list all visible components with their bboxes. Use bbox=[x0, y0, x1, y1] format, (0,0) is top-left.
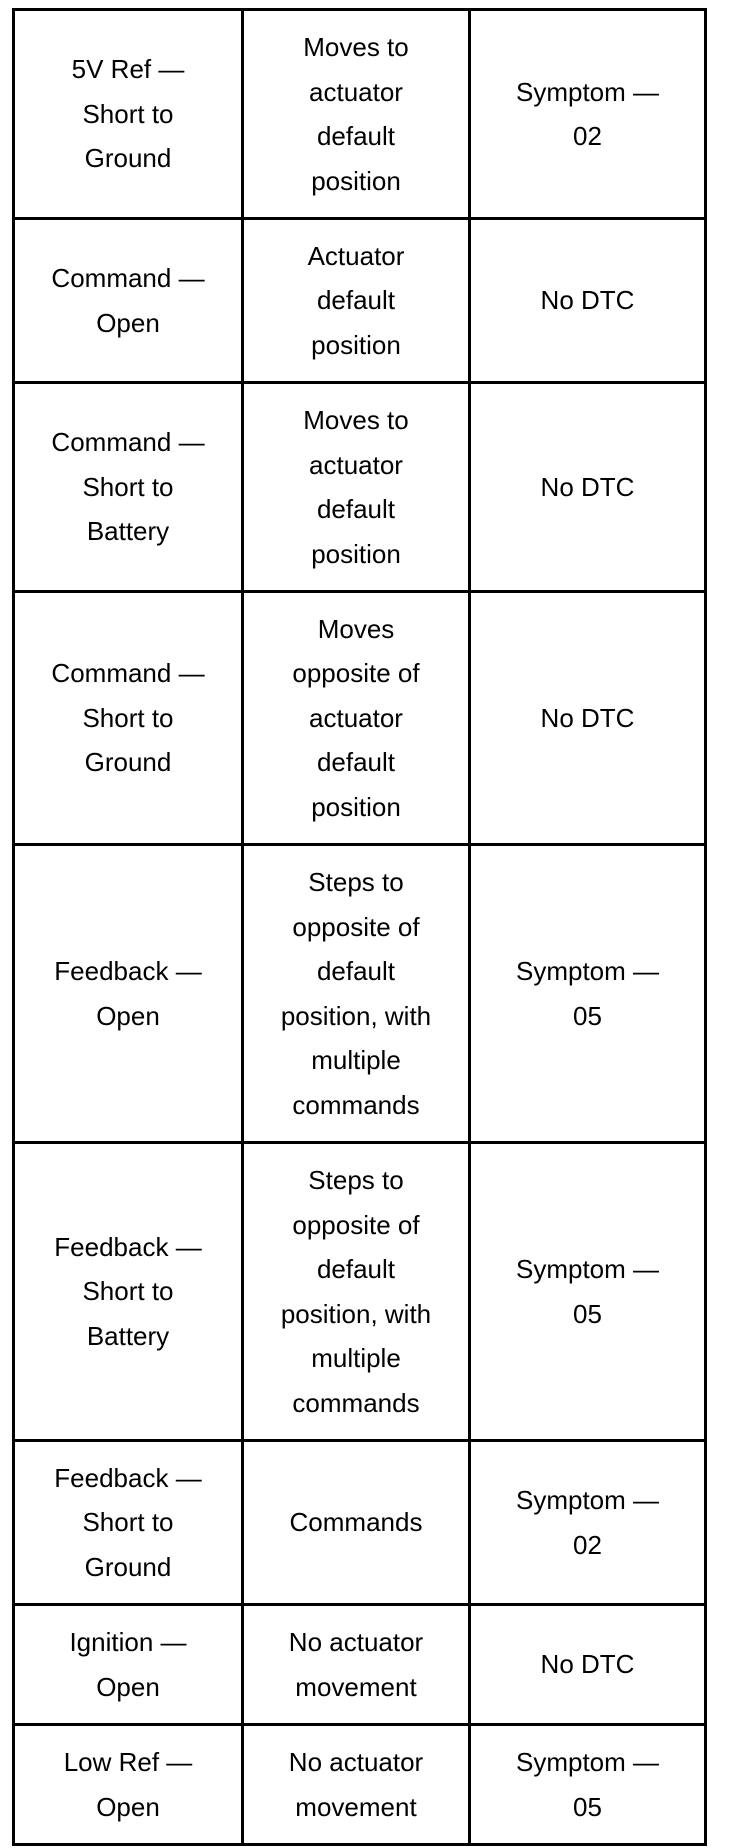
dtc-cell bbox=[470, 10, 706, 219]
circuit-label: Feedback — Open bbox=[54, 956, 202, 1031]
behavior-label: Moves to actuator default position bbox=[303, 405, 409, 569]
table-row bbox=[14, 1143, 706, 1441]
table-row bbox=[14, 1605, 706, 1725]
circuit-label: Command — Open bbox=[51, 263, 205, 338]
behavior-label: Steps to opposite of default position, with multiple commands bbox=[280, 1165, 432, 1418]
circuit-cell bbox=[14, 383, 243, 592]
table-body bbox=[14, 10, 706, 1845]
behavior-cell bbox=[243, 592, 470, 845]
dtc-cell bbox=[470, 592, 706, 845]
behavior-label: Actuator default position bbox=[307, 240, 405, 360]
circuit-cell bbox=[14, 10, 243, 219]
table-row bbox=[14, 383, 706, 592]
circuit-label: 5V Ref — Short to Ground bbox=[71, 54, 185, 174]
circuit-cell bbox=[14, 592, 243, 845]
circuit-label: Command — Short to Battery bbox=[51, 427, 205, 547]
circuit-cell bbox=[14, 845, 243, 1143]
dtc-cell bbox=[470, 845, 706, 1143]
behavior-cell bbox=[243, 1143, 470, 1441]
dtc-label: Symptom — 02 bbox=[515, 1485, 660, 1560]
dtc-label: No DTC bbox=[540, 1649, 635, 1680]
dtc-cell bbox=[470, 219, 706, 383]
dtc-cell bbox=[470, 1605, 706, 1725]
table-row bbox=[14, 1725, 706, 1845]
dtc-label: No DTC bbox=[540, 702, 635, 733]
circuit-label: Low Ref — Open bbox=[63, 1747, 193, 1822]
behavior-cell bbox=[243, 845, 470, 1143]
circuit-label: Feedback — Short to Battery bbox=[54, 1231, 202, 1351]
dtc-label: No DTC bbox=[540, 285, 635, 316]
behavior-cell bbox=[243, 219, 470, 383]
behavior-cell bbox=[243, 1605, 470, 1725]
circuit-label: Ignition — Open bbox=[69, 1627, 187, 1702]
behavior-cell bbox=[243, 383, 470, 592]
dtc-cell bbox=[470, 1143, 706, 1441]
dtc-cell bbox=[470, 383, 706, 592]
table-row bbox=[14, 10, 706, 219]
circuit-cell bbox=[14, 1605, 243, 1725]
dtc-label: Symptom — 05 bbox=[515, 956, 660, 1031]
circuit-cell bbox=[14, 1441, 243, 1605]
behavior-cell bbox=[243, 1725, 470, 1845]
dtc-label: Symptom — 05 bbox=[515, 1254, 660, 1329]
behavior-label: No actuator movement bbox=[288, 1747, 424, 1822]
dtc-cell bbox=[470, 1441, 706, 1605]
circuit-cell bbox=[14, 1143, 243, 1441]
circuit-label: Feedback — Short to Ground bbox=[54, 1462, 202, 1582]
dtc-label: Symptom — 02 bbox=[515, 76, 660, 151]
table-row bbox=[14, 592, 706, 845]
behavior-label: No actuator movement bbox=[288, 1627, 424, 1702]
table-row bbox=[14, 1441, 706, 1605]
circuit-cell bbox=[14, 1725, 243, 1845]
behavior-cell bbox=[243, 10, 470, 219]
dtc-label: No DTC bbox=[540, 471, 635, 502]
table-row bbox=[14, 845, 706, 1143]
dtc-cell bbox=[470, 1725, 706, 1845]
behavior-label: Moves opposite of actuator default position bbox=[292, 613, 420, 822]
circuit-label: Command — Short to Ground bbox=[51, 658, 205, 778]
dtc-label: Symptom — 05 bbox=[515, 1747, 660, 1822]
circuit-fault-table bbox=[12, 8, 707, 1846]
behavior-label: Moves to actuator default position bbox=[303, 32, 409, 196]
behavior-label: Commands bbox=[289, 1507, 423, 1538]
behavior-label: Steps to opposite of default position, with multiple commands bbox=[280, 867, 432, 1120]
table-row bbox=[14, 219, 706, 383]
circuit-cell bbox=[14, 219, 243, 383]
behavior-cell bbox=[243, 1441, 470, 1605]
